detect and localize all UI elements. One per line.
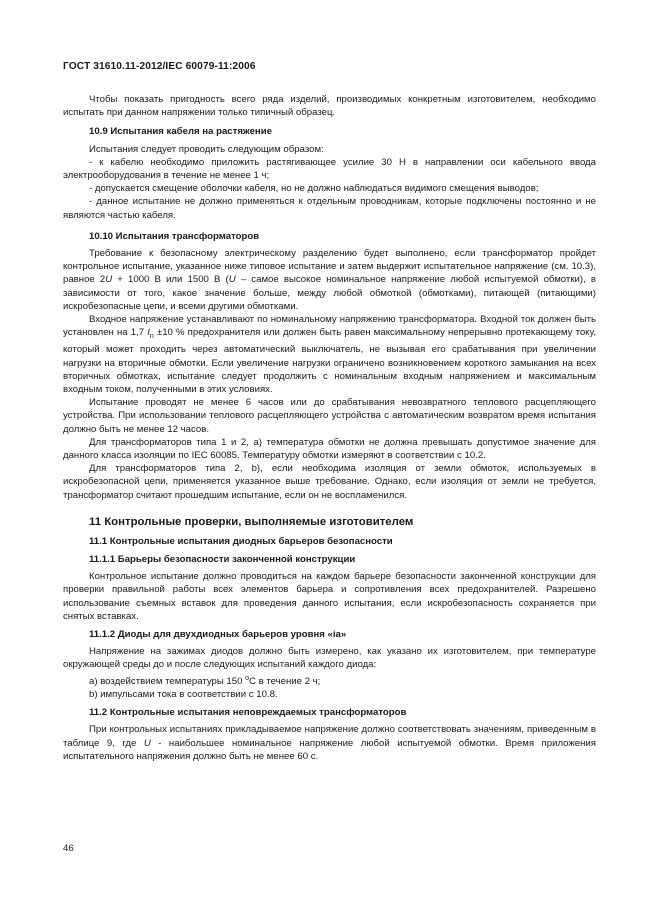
section-10-10-heading: 10.10 Испытания трансформаторов — [89, 230, 260, 242]
section-10-9-heading: 10.9 Испытания кабеля на растяжение — [89, 126, 272, 138]
section-11-1-1-paragraph: Контрольное испытание должно проводиться на каждом барьере безопасности законченной конструкции для проверки правильной работы всех элементов барьера и сопротивления всех предохранителей. Разрешено использование съемных вставок для проведения данного испытания, если искробезопасность сохраняется при снятых вставках. — [63, 571, 596, 622]
section-10-10-paragraph-2: Входное напряжение устанавливают по номинальному напряжению трансформатора. Входной ток должен быть установлен на 1,7 $I_n \pm 10$ % предохранителя или должен быть равен максимальному непрерывно протекающему току, который может проходить через автоматический выключатель, не вызывая его срабатывания при увеличении нагрузки на вторичные обмотки. Если увеличение нагрузки ограничено возникновением короткого замыкания на всех вторичных обмотках, испытание следует продолжить с номинальным входным напряжением и максимальным входным током, полученными в этих условиях. — [63, 314, 596, 395]
document-body — [63, 93, 596, 763]
section-10-10-paragraph-3: Испытание проводят не менее 6 часов или до срабатывания невозвратного теплового расцепляющего устройства. При использовании теплового расцепляющего устройства с автоматическим возвратом время испытания должно быть не менее 12 часов. — [63, 397, 596, 435]
section-10-9-paragraph-3: - допускается смещение оболочки кабеля, но не должно наблюдаться видимого смещения выводов; — [89, 183, 539, 195]
section-10-9-paragraph-1: Испытания следует проводить следующим образом: — [89, 143, 324, 155]
section-11-1-1-heading: 11.1.1 Барьеры безопасности законченной конструкции — [89, 554, 356, 565]
section-10-9-paragraph-2: - к кабелю необходимо приложить растягивающее усилие 30 Н в направлении оси кабельного ввода электрооборудования в течение не менее 1 ч; — [63, 156, 596, 182]
section-11-2-heading: 11.2 Контрольные испытания неповреждаемых трансформаторов — [89, 707, 407, 719]
section-10-10-paragraph-5: Для трансформаторов типа 2, b), если необходима изоляция от земли обмоток, используемых в искробезопасной цепи, применяется указанное выше требование. Однако, если изоляция от земли не требуется, трансформатор считают прошедшим испытание, если он не воспламенился. — [63, 463, 596, 501]
section-11-1-heading: 11.1 Контрольные испытания диодных барьеров безопасности — [89, 535, 393, 547]
section-10-9-paragraph-4: - данное испытание не должно применяться к отдельным проводникам, которые подключены постоянно и не являются частью кабеля. — [63, 196, 596, 221]
section-11-1-2-paragraph-1: Напряжение на зажимах диодов должно быть измерено, как указано их изготовителем, при температуре окружающей среды до и после следующих испытаний каждого диода: — [63, 646, 596, 671]
section-11-1-2-paragraph-3: b) импульсами тока в соответствии с 10.8. — [89, 689, 278, 701]
section-11-heading: 11 Контрольные проверки, выполняемые изготовителем — [89, 515, 414, 528]
section-11-1-2-paragraph-2: а) воздействием температуры 150 $^о$С в течение 2 ч; — [89, 674, 321, 687]
section-10-10-paragraph-4: Для трансформаторов типа 1 и 2, а) температура обмотки не должна превышать допустимое значение для данного класса изоляции по IEC 60085. Температуру обмотки измеряют в соответствии с 10.2. — [63, 436, 596, 461]
section-10-10-paragraph-1: Требование к безопасному электрическому разделению будет выполнено, если трансформатор пройдет контрольное испытание, указанное ниже типовое испытание и затем выдержит испытательное напряжение (см. 10.3), равное 2U + 1000 В или 1500 В (U – самое высокое номинальное напряжение любой испытуемой обмотки), в зависимости от того, какое значение больше, между любой обмоткой (обмотками), питающей (питающими) искробезопасные цепи, и всеми другими обмотками. — [63, 248, 596, 312]
page-number: 46 — [63, 843, 74, 854]
document-header: ГОСТ 31610.11-2012/IEC 60079-11:2006 — [63, 61, 256, 72]
section-11-1-2-heading: 11.1.2 Диоды для двухдиодных барьеров уровня «ia» — [89, 629, 347, 641]
section-11-2-paragraph: При контрольных испытаниях прикладываемое напряжение должно соответствовать значениям, приведенным в таблице 9, где U - наибольшее номинальное напряжение любой испытуемой обмотки. Время приложения испытательного напряжения должно быть не менее 60 с. — [63, 724, 596, 762]
intro-paragraph: Чтобы показать пригодность всего ряда изделий, производимых конкретным изготовителем, необходимо испытать при данном напряжении только типичный образец. — [63, 94, 596, 119]
